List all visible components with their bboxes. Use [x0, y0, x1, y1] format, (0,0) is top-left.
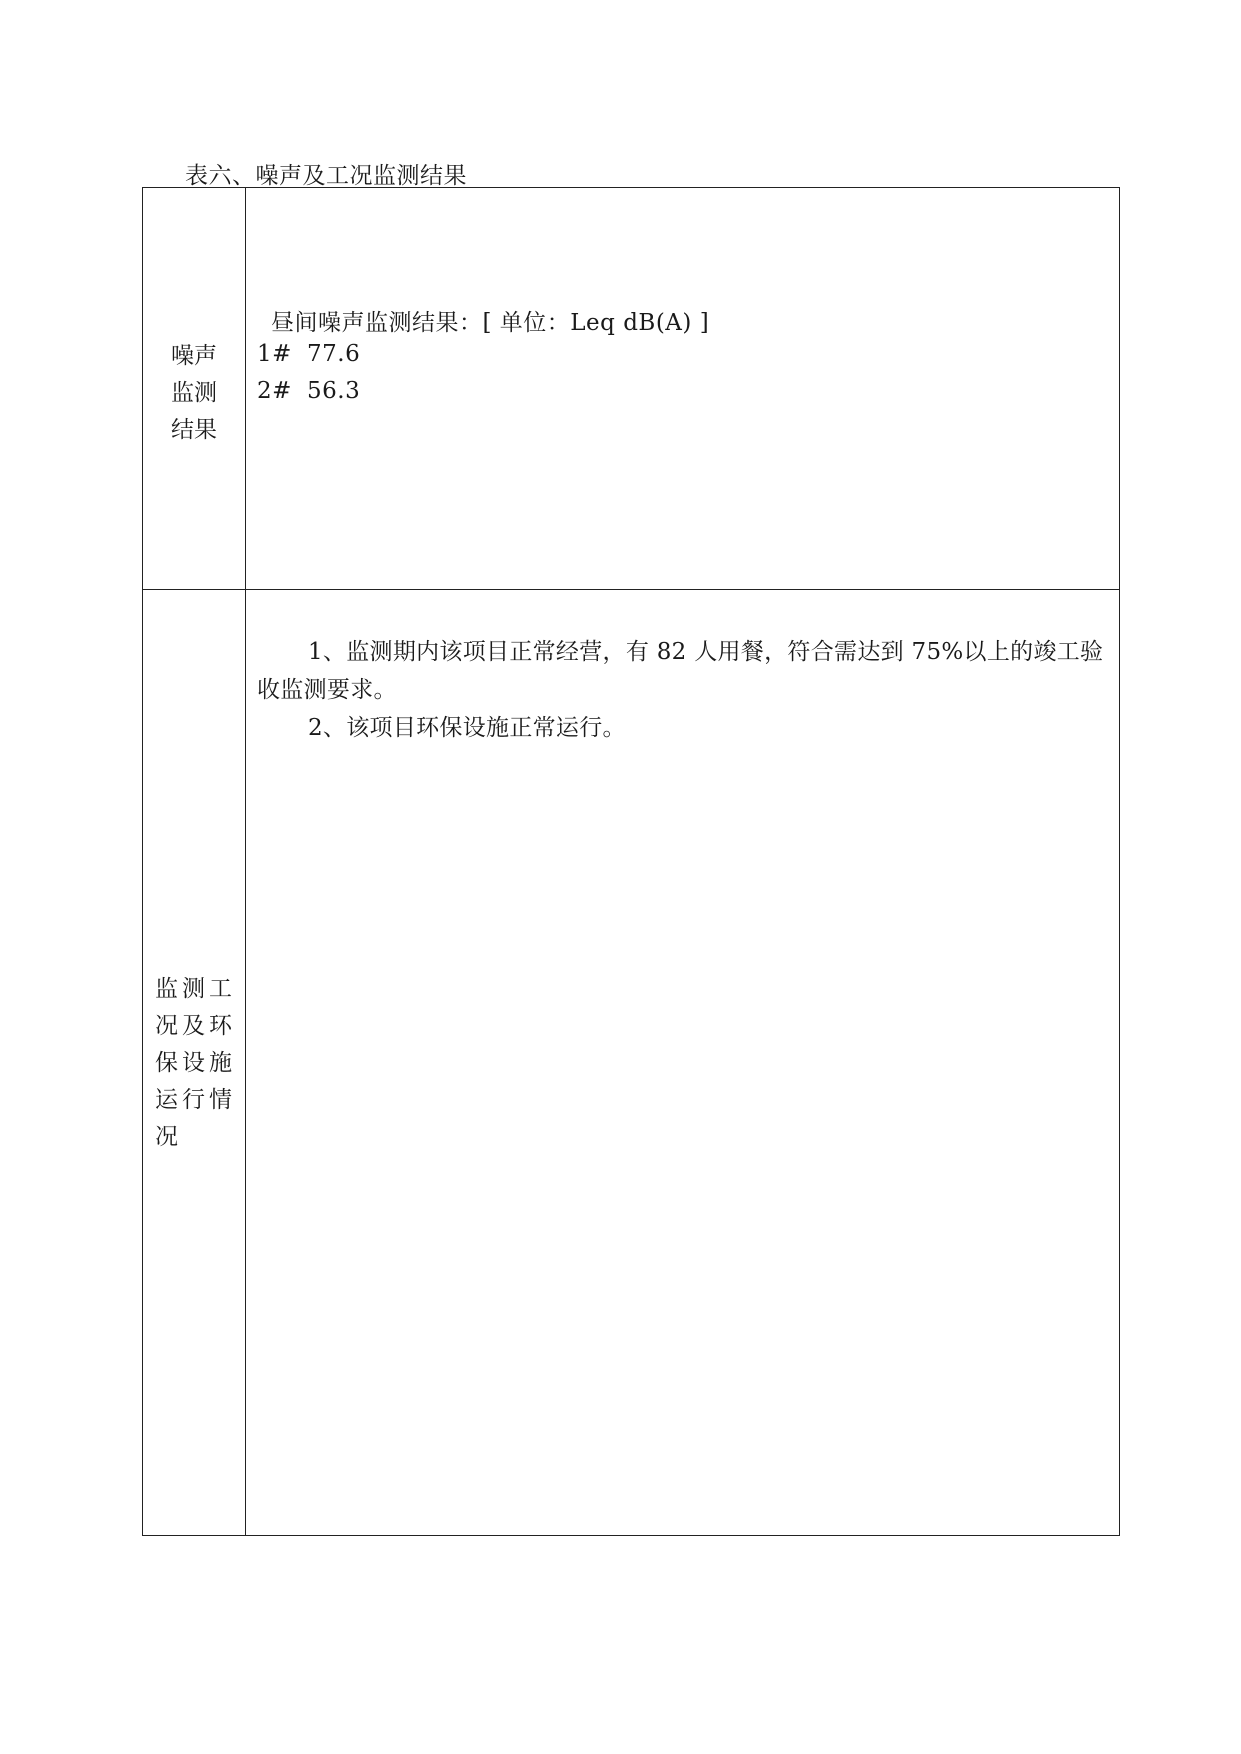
noise-label-line: 结果 [171, 417, 217, 443]
monitoring-results-table [142, 187, 1120, 1536]
noise-point-row [257, 378, 360, 404]
condition-label-line: 运行情 [155, 1087, 236, 1113]
noise-point-id: 2# [257, 378, 292, 404]
condition-paragraph: 2、该项目环保设施正常运行。 [308, 715, 626, 741]
condition-label-line: 保设施 [155, 1050, 236, 1076]
noise-label-line: 监测 [171, 380, 217, 406]
noise-point-id: 1# [257, 341, 292, 367]
condition-paragraph: 1、监测期内该项目正常经营，有 82 人用餐，符合需达到 75%以上的竣工验收监测要求。 [257, 639, 1104, 703]
noise-section-label [143, 338, 245, 449]
row-divider [143, 589, 1119, 590]
noise-heading: 昼间噪声监测结果：[ 单位：Leq dB(A) ] [271, 310, 710, 336]
condition-label-line: 况及环 [155, 1013, 236, 1039]
condition-section-label [155, 971, 235, 1156]
noise-label-line: 噪声 [171, 343, 217, 369]
condition-label-line: 监测工 [155, 976, 236, 1002]
table-caption: 表六、噪声及工况监测结果 [185, 163, 467, 189]
noise-point-row [257, 341, 360, 367]
column-divider [245, 188, 246, 1535]
condition-label-line: 况 [155, 1124, 182, 1150]
noise-point-value: 77.6 [307, 341, 361, 367]
noise-point-value: 56.3 [307, 378, 361, 404]
